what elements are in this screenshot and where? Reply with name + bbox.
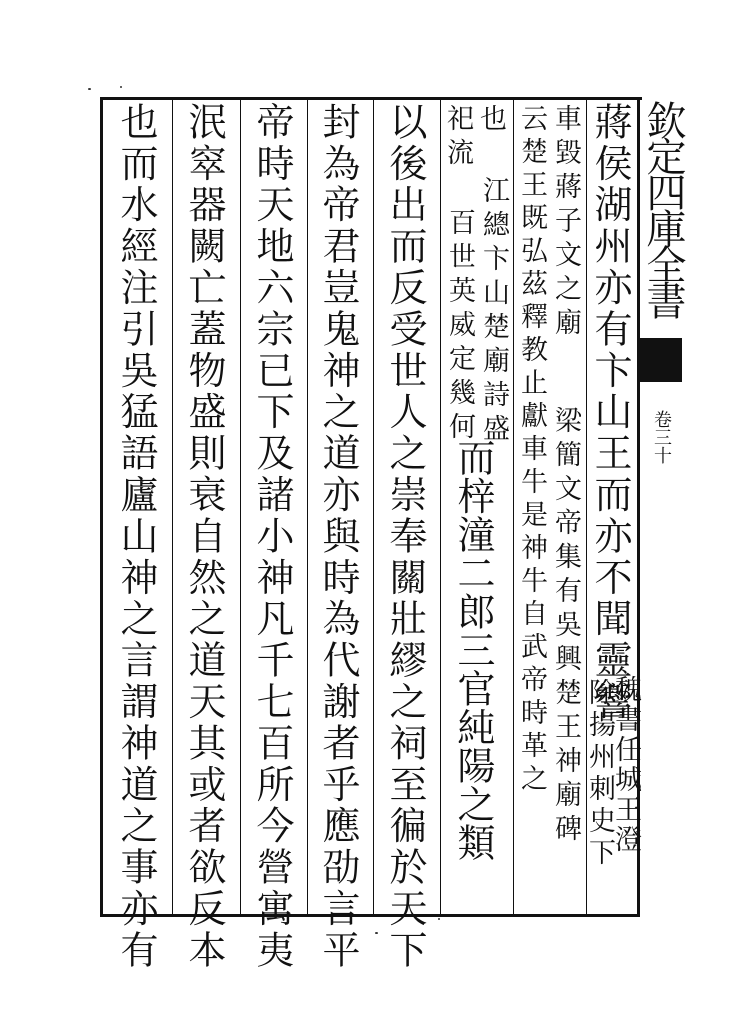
commentary-column: 江總卞山楚廟詩盛 — [478, 176, 509, 448]
fish-tail-mark — [640, 338, 682, 382]
column-divider — [172, 99, 173, 915]
commentary-column: 梁簡文帝集有吳興楚王神廟碑 — [550, 406, 581, 848]
commentary-column: 祀流 — [442, 104, 473, 172]
bottom-border-rule — [100, 914, 640, 917]
text-column: 而梓潼二郎三官純陽之類 — [451, 438, 495, 862]
scan-speck — [120, 86, 122, 88]
column-divider — [513, 99, 514, 915]
library-title: 欽定四庫全書 — [640, 100, 686, 316]
column-divider — [240, 99, 241, 915]
scan-speck — [375, 932, 378, 934]
column-divider — [373, 99, 374, 915]
commentary-column: 魏書任城王澄 — [610, 675, 641, 855]
commentary-column: 除揚州刺史下 — [584, 678, 615, 870]
left-border-rule — [100, 97, 103, 917]
scan-speck — [438, 918, 440, 920]
volume-label: 卷三十 — [651, 410, 672, 464]
commentary-column: 云楚王既弘茲釋教止獻車牛是神牛自武帝時革之 — [516, 104, 547, 797]
column-divider — [440, 99, 441, 915]
text-column: 也而水經注引吳猛語廬山神之言謂神道之事亦有 — [114, 102, 158, 972]
text-column: 帝時天地六宗已下及諸小神凡千七百所今營寓夷 — [250, 102, 294, 972]
top-border-rule — [102, 97, 642, 100]
commentary-column: 車毀蔣子文之廟 — [550, 104, 581, 342]
scan-speck — [88, 88, 91, 90]
column-divider — [307, 99, 308, 915]
text-column: 封為帝君豈鬼神之道亦與時為代謝者乎應劭言平 — [316, 102, 360, 972]
commentary-column: 也 — [475, 104, 506, 138]
text-column: 泯窣器闕亡蓋物盛則衰自然之道天其或者欲反本 — [182, 102, 226, 972]
text-column: 以後出而反受世人之崇奉關壯繆之祠至徧於天下 — [383, 102, 427, 972]
text-column: 蔣侯湖州亦有卞山王而亦不聞靈響 — [588, 102, 632, 723]
commentary-column: 百世英威定幾何 — [444, 208, 475, 446]
